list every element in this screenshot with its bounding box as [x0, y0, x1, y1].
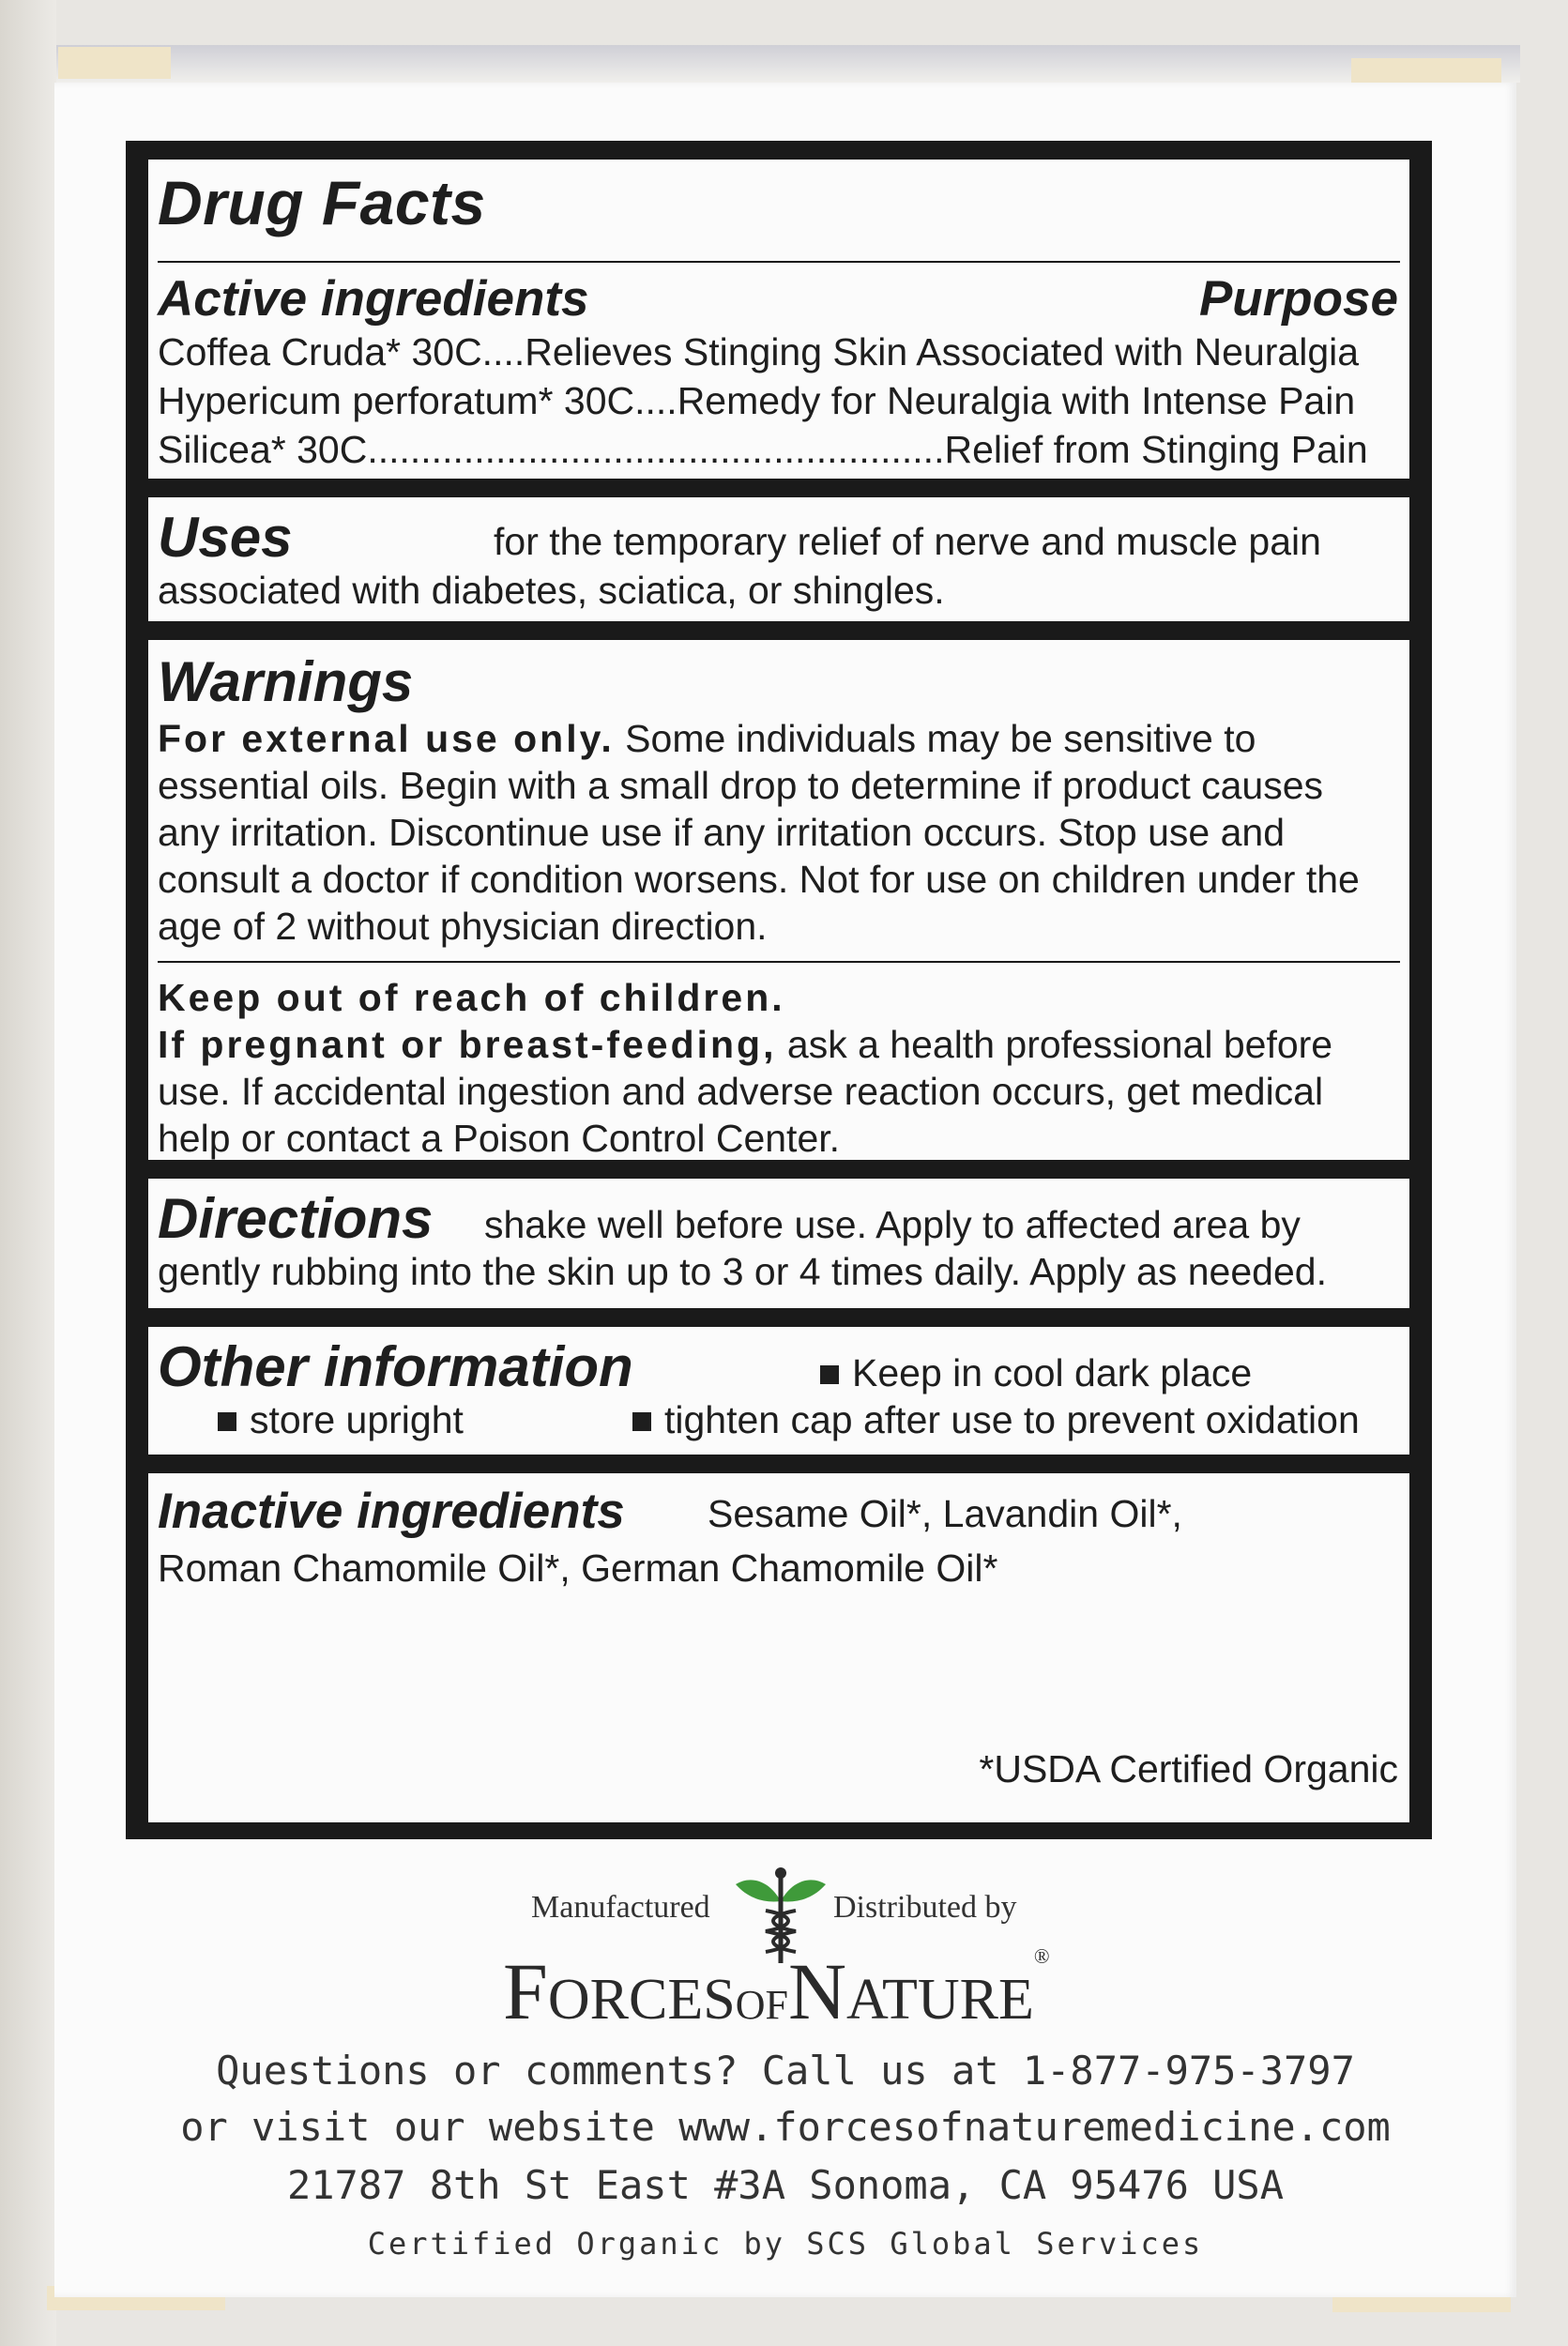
- package-back-panel: [54, 83, 1516, 2297]
- box-top-edge: [56, 45, 1520, 83]
- directions-text: gently rubbing into the skin up to 3 or 4 times daily. Apply as needed.: [158, 1250, 1327, 1293]
- directions-text: shake well before use. Apply to affected area by: [484, 1203, 1301, 1246]
- uses-text: associated with diabetes, sciatica, or shingles.: [158, 569, 945, 612]
- active-line: Silicea* 30C......................................................Relief from Stinging Pain: [158, 428, 1368, 471]
- warnings-text: ask a health professional before: [786, 1023, 1333, 1066]
- active-line: Coffea Cruda* 30C....Relieves Stinging Skin Associated with Neuralgia: [158, 330, 1360, 373]
- inactive-ingredients-section: [148, 1473, 1409, 1822]
- other-information-heading: Other information: [158, 1335, 633, 1398]
- uses-heading: Uses: [158, 506, 293, 569]
- warnings-text: help or contact a Poison Control Center.: [158, 1117, 841, 1160]
- square-bullet-icon: [218, 1412, 236, 1431]
- registered-mark: ®: [1033, 1944, 1050, 1968]
- warnings-line: [158, 715, 1256, 762]
- box-flap: [58, 47, 171, 79]
- uses-text: for the temporary relief of nerve and muscle pain: [494, 520, 1321, 563]
- brand-word: ORCES: [547, 1968, 736, 2032]
- other-info-item: [632, 1396, 1360, 1443]
- other-information-section: [148, 1327, 1409, 1455]
- certification-line: Certified Organic by SCS Global Services: [367, 2226, 1204, 2262]
- distributed-label: Distributed by: [833, 1890, 1017, 1925]
- warnings-text: Some individuals may be sensitive to: [625, 717, 1256, 760]
- divider: [158, 961, 1400, 963]
- active-ingredients-heading: Active ingredients: [158, 271, 589, 327]
- directions-heading: Directions: [158, 1187, 434, 1250]
- manufactured-label: Manufactured: [531, 1890, 710, 1925]
- warnings-text: age of 2 without physician direction.: [158, 905, 768, 948]
- warnings-section: [148, 640, 1409, 1160]
- warnings-heading: Warnings: [158, 650, 414, 713]
- pregnancy-warning: If pregnant or breast-feeding,: [158, 1023, 777, 1066]
- keep-out-warning: Keep out of reach of children.: [158, 976, 785, 1019]
- pregnancy-warning-line: [158, 1021, 1332, 1068]
- warnings-text: essential oils. Begin with a small drop to determine if product causes: [158, 764, 1324, 807]
- contact-line: or visit our website www.forcesofnaturemedicine.com: [180, 2104, 1391, 2150]
- inactive-ingredients-text: Sesame Oil*, Lavandin Oil*,: [708, 1492, 1182, 1535]
- active-line: Hypericum perforatum* 30C....Remedy for Neuralgia with Intense Pain: [158, 379, 1356, 422]
- divider: [158, 261, 1400, 263]
- active-ingredients-section: [148, 160, 1409, 479]
- other-info-text: Keep in cool dark place: [852, 1351, 1253, 1394]
- purpose-heading: Purpose: [1198, 271, 1398, 327]
- external-use-warning: For external use only.: [158, 717, 615, 760]
- contact-line: Questions or comments? Call us at 1-877-975-3797: [216, 2048, 1355, 2094]
- other-info-item: [218, 1396, 464, 1443]
- inactive-ingredients-heading: Inactive ingredients: [158, 1484, 625, 1539]
- brand-letter: F: [503, 1946, 548, 2036]
- square-bullet-icon: [820, 1365, 839, 1384]
- brand-word: OF: [735, 1982, 788, 2028]
- organic-footnote: *USDA Certified Organic: [979, 1747, 1398, 1790]
- warnings-text: use. If accidental ingestion and adverse reaction occurs, get medical: [158, 1070, 1324, 1113]
- drug-facts-title: Drug Facts: [158, 168, 486, 237]
- inactive-ingredients-text: Roman Chamomile Oil*, German Chamomile Oil*: [158, 1546, 998, 1590]
- brand-letter: N: [787, 1946, 847, 2036]
- other-info-text: store upright: [250, 1398, 464, 1441]
- other-info-item: [820, 1349, 1252, 1396]
- contact-line: 21787 8th St East #3A Sonoma, CA 95476 USA: [286, 2162, 1285, 2208]
- brand-name: [503, 1944, 1050, 2038]
- warnings-text: any irritation. Discontinue use if any irritation occurs. Stop use and: [158, 811, 1285, 854]
- warnings-text: consult a doctor if condition worsens. Not for use on children under the: [158, 858, 1360, 901]
- brand-word: ATURE: [846, 1968, 1034, 2032]
- box-side-shadow: [0, 0, 56, 2346]
- directions-section: [148, 1179, 1409, 1308]
- box-flap: [1351, 58, 1501, 83]
- drug-facts-box: [126, 141, 1432, 1839]
- other-info-text: tighten cap after use to prevent oxidation: [664, 1398, 1360, 1441]
- square-bullet-icon: [632, 1412, 651, 1431]
- uses-section: [148, 497, 1409, 621]
